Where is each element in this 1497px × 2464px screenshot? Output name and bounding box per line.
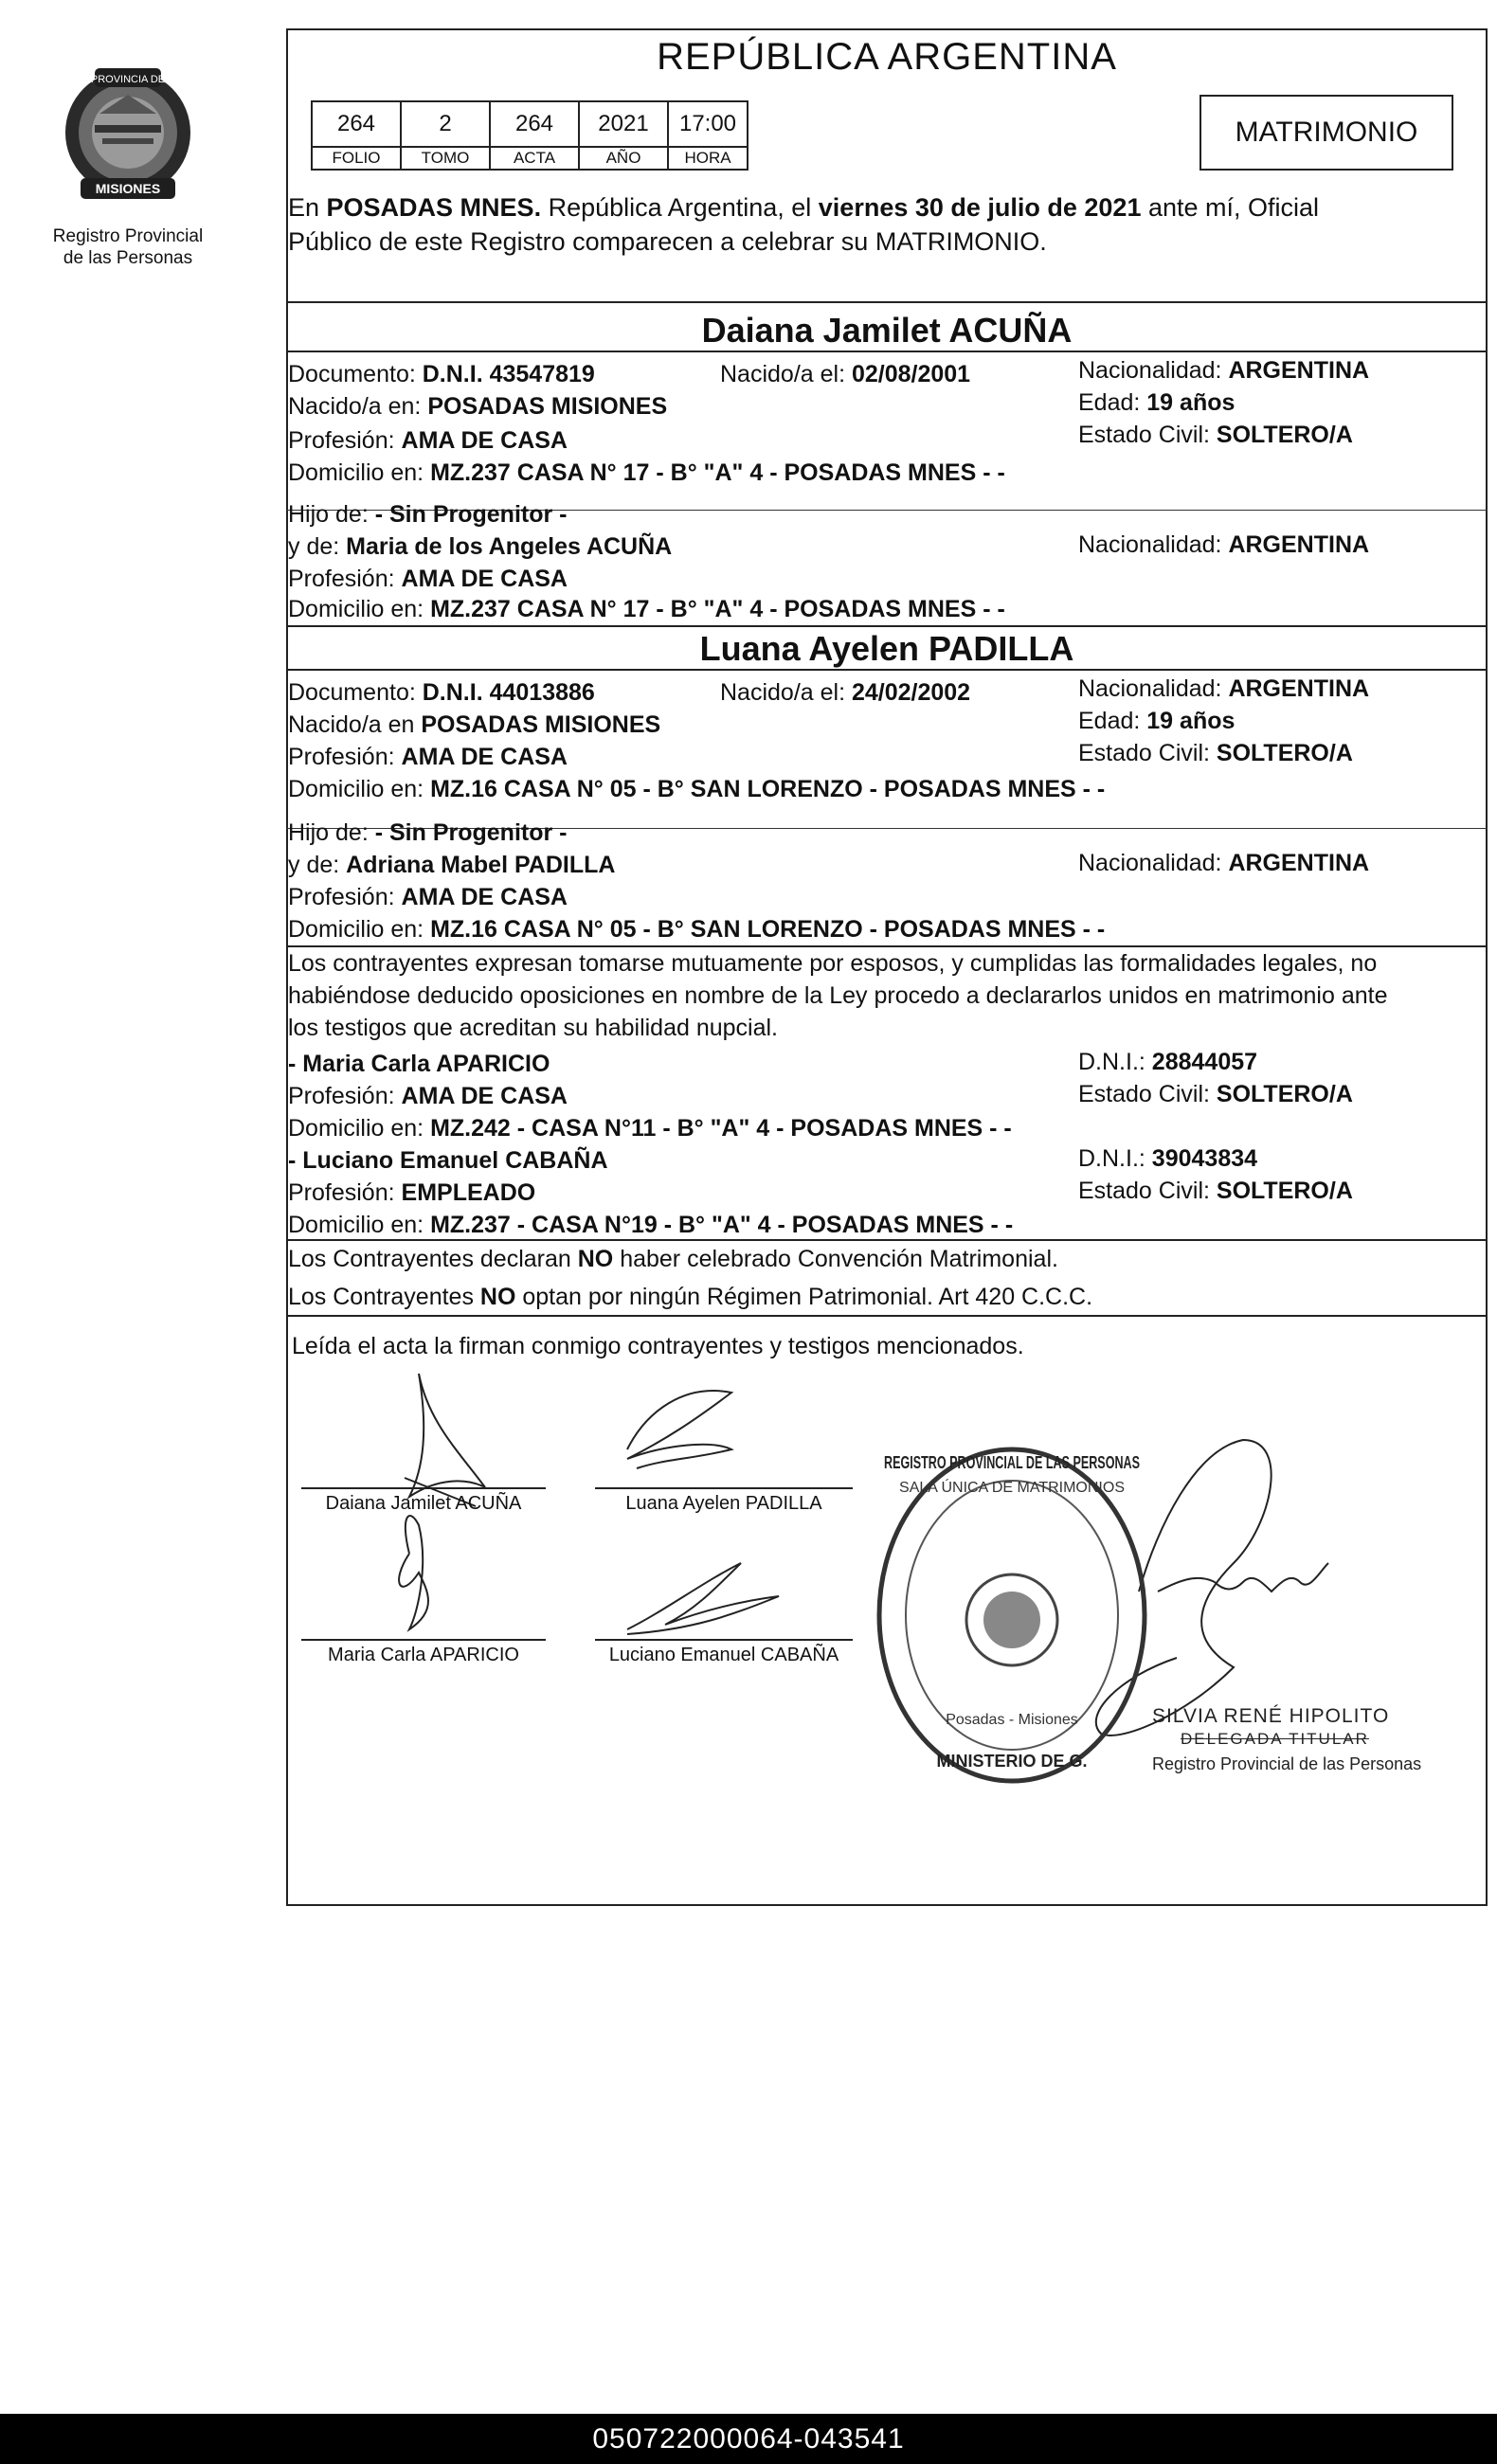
signature-line: [301, 1639, 546, 1641]
divider: [286, 1315, 1488, 1317]
spouse2-birthplace: Nacido/a en POSADAS MISIONES: [288, 711, 661, 738]
spouse2-profession: Profesión: AMA DE CASA: [288, 744, 568, 770]
spouse1-profession: Profesión: AMA DE CASA: [288, 427, 568, 454]
witness2-name: - Luciano Emanuel CABAÑA: [288, 1147, 608, 1174]
signature-spouse1: [405, 1374, 485, 1506]
stamp-city-text: Posadas - Misiones: [946, 1712, 1078, 1728]
declaration-line-3: los testigos que acreditan su habilidad nupcial.: [288, 1015, 779, 1041]
divider: [286, 625, 1488, 627]
spouse2-parent1: Hijo de: - Sin Progenitor -: [288, 819, 568, 846]
hora-label: HORA: [668, 147, 748, 170]
spouse2-parent-address: Domicilio en: MZ.16 CASA N° 05 - B° SAN LORENZO - POSADAS MNES - -: [288, 916, 1106, 943]
logo-caption-line1: Registro Provincial: [52, 226, 204, 246]
intro-line-2: Público de este Registro comparecen a celebrar su MATRIMONIO.: [288, 227, 1047, 256]
signature-line: [595, 1639, 853, 1641]
spouse2-parent-nationality: Nacionalidad: ARGENTINA: [1078, 850, 1370, 876]
signature-witness1: [399, 1516, 428, 1629]
spouse1-address: Domicilio en: MZ.237 CASA N° 17 - B° "A" 4 - POSADAS MNES - -: [288, 459, 1005, 486]
divider: [286, 669, 1488, 671]
witness1-name: - Maria Carla APARICIO: [288, 1051, 550, 1077]
spouse2-name: Luana Ayelen PADILLA: [699, 629, 1074, 668]
spouse2-birthdate: Nacido/a el: 24/02/2002: [720, 679, 971, 706]
province-emblem: [57, 57, 199, 208]
spouse2-age: Edad: 19 años: [1078, 708, 1235, 734]
signature-line: [301, 1487, 546, 1489]
divider: [286, 301, 1488, 303]
spouse1-birthplace: Nacido/a en: POSADAS MISIONES: [288, 393, 668, 420]
intro-line-1: En POSADAS MNES. República Argentina, el viernes 30 de julio de 2021 ante mí, Oficial: [288, 193, 1320, 222]
signature-witness2: [627, 1563, 779, 1634]
emblem-top-text: PROVINCIA DE: [90, 74, 166, 85]
signature-name-spouse1: Daiana Jamilet ACUÑA: [325, 1493, 522, 1514]
stamp-inner-text: SALA ÚNICA DE MATRIMONIOS: [899, 1480, 1125, 1496]
witness1-civil-status: Estado Civil: SOLTERO/A: [1078, 1081, 1353, 1107]
spouse1-parent-nationality: Nacionalidad: ARGENTINA: [1078, 531, 1370, 558]
regime-statement: Los Contrayentes NO optan por ningún Régimen Patrimonial. Art 420 C.C.C.: [288, 1284, 1093, 1310]
signature-name-witness1: Maria Carla APARICIO: [328, 1645, 519, 1665]
registry-box: [311, 100, 748, 171]
stamp-outer-text: REGISTRO PROVINCIAL DE LAS PERSONAS: [884, 1453, 1140, 1472]
logo-caption-line2: de las Personas: [63, 248, 193, 268]
logo-caption: [38, 225, 218, 269]
divider: [286, 351, 1488, 352]
folio-value: 264: [312, 101, 401, 147]
spouse1-name: Daiana Jamilet ACUÑA: [701, 311, 1073, 350]
intro-date: viernes 30 de julio de 2021: [818, 193, 1142, 222]
officer-role: DELEGADA TITULAR: [1181, 1730, 1369, 1748]
signature-line: [595, 1487, 853, 1489]
spouse1-parent-profession: Profesión: AMA DE CASA: [288, 566, 568, 592]
spouse1-parent-address: Domicilio en: MZ.237 CASA N° 17 - B° "A" 4 - POSADAS MNES - -: [288, 596, 1005, 622]
emblem-bottom-text: MISIONES: [95, 181, 161, 196]
hora-value: 17:00: [668, 101, 748, 147]
spouse2-civil-status: Estado Civil: SOLTERO/A: [1078, 740, 1353, 766]
spouse2-address: Domicilio en: MZ.16 CASA N° 05 - B° SAN LORENZO - POSADAS MNES - -: [288, 776, 1106, 802]
signature-spouse2: [627, 1391, 731, 1468]
folio-label: FOLIO: [312, 147, 401, 170]
convention-statement: Los Contrayentes declaran NO haber celebrado Convención Matrimonial.: [288, 1246, 1058, 1272]
signatures-intro: Leída el acta la firman conmigo contrayentes y testigos mencionados.: [292, 1333, 1024, 1359]
spouse1-civil-status: Estado Civil: SOLTERO/A: [1078, 422, 1353, 448]
official-stamp: [870, 1440, 1154, 1790]
officer-organization: Registro Provincial de las Personas: [1152, 1754, 1422, 1773]
spouse1-birthdate: Nacido/a el: 02/08/2001: [720, 361, 971, 387]
spouse1-age: Edad: 19 años: [1078, 389, 1235, 416]
anio-value: 2021: [579, 101, 668, 147]
spouse2-document: Documento: D.N.I. 44013886: [288, 679, 595, 706]
act-type-box: MATRIMONIO: [1199, 95, 1453, 171]
signature-name-spouse2: Luana Ayelen PADILLA: [625, 1493, 822, 1514]
witness2-civil-status: Estado Civil: SOLTERO/A: [1078, 1178, 1353, 1204]
spouse2-parent2: y de: Adriana Mabel PADILLA: [288, 852, 616, 878]
page-title: REPÚBLICA ARGENTINA: [657, 36, 1117, 78]
witness2-address: Domicilio en: MZ.237 - CASA N°19 - B° "A" 4 - POSADAS MNES - -: [288, 1212, 1014, 1238]
witness1-profession: Profesión: AMA DE CASA: [288, 1083, 568, 1109]
witness2-dni: D.N.I.: 39043834: [1078, 1145, 1258, 1172]
declaration-line-2: habiéndose deducido oposiciones en nombre de la Ley procedo a declararlos unidos en matrimonio ante: [288, 982, 1388, 1009]
witness1-address: Domicilio en: MZ.242 - CASA N°11 - B° "A" 4 - POSADAS MNES - -: [288, 1115, 1012, 1142]
tomo-value: 2: [401, 101, 490, 147]
anio-label: AÑO: [579, 147, 668, 170]
declaration-line-1: Los contrayentes expresan tomarse mutuamente por esposos, y cumplidas las formalidades legales, no: [288, 950, 1378, 977]
spouse1-parent2: y de: Maria de los Angeles ACUÑA: [288, 533, 673, 560]
witness1-dni: D.N.I.: 28844057: [1078, 1049, 1258, 1075]
officer-name: SILVIA RENÉ HIPOLITO: [1152, 1705, 1390, 1727]
witness2-profession: Profesión: EMPLEADO: [288, 1179, 536, 1206]
spouse1-nationality: Nacionalidad: ARGENTINA: [1078, 357, 1370, 384]
spouse2-parent-profession: Profesión: AMA DE CASA: [288, 884, 568, 910]
stamp-bottom-text: MINISTERIO DE G.: [936, 1752, 1088, 1771]
intro-place: POSADAS MNES.: [326, 193, 542, 222]
document-code-bar: 050722000064-043541: [0, 2414, 1497, 2464]
acta-label: ACTA: [490, 147, 579, 170]
spouse2-nationality: Nacionalidad: ARGENTINA: [1078, 675, 1370, 702]
signature-name-witness2: Luciano Emanuel CABAÑA: [608, 1645, 839, 1665]
tomo-label: TOMO: [401, 147, 490, 170]
spouse1-parent1: Hijo de: - Sin Progenitor -: [288, 501, 568, 528]
acta-value: 264: [490, 101, 579, 147]
spouse1-document: Documento: D.N.I. 43547819: [288, 361, 595, 387]
